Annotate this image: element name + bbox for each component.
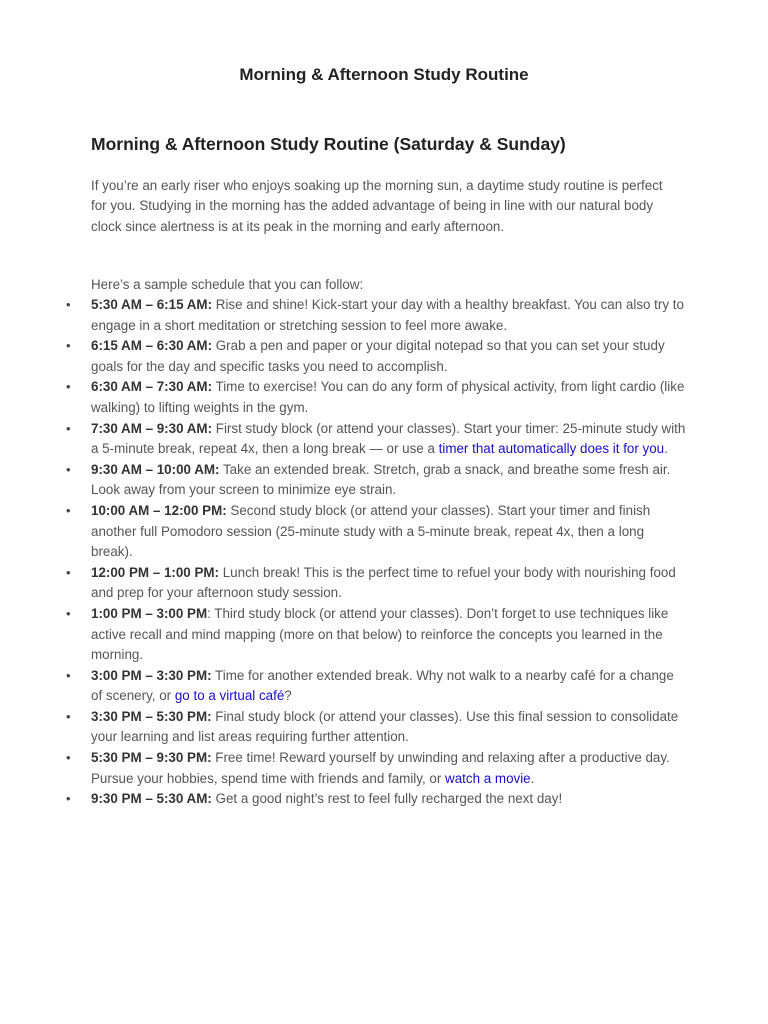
schedule-text: Time to exercise! You can do any form of physical activity, from light cardio (like walking) to lifting weights in the gym. xyxy=(91,379,685,415)
schedule-time: 10:00 AM – 12:00 PM: xyxy=(91,502,227,518)
schedule-text: Time for another extended break. Why not walk to a nearby café for a change of scenery, or xyxy=(91,667,674,704)
bullet-icon: • xyxy=(66,379,71,395)
schedule-item xyxy=(66,604,687,666)
schedule-item xyxy=(66,295,687,336)
schedule-text: Lunch break! This is the perfect time to refuel your body with nourishing food and prep for your afternoon study session. xyxy=(91,564,676,601)
section-heading: Morning & Afternoon Study Routine (Saturday & Sunday) xyxy=(91,134,566,154)
schedule-time: 3:00 PM – 3:30 PM: xyxy=(91,667,212,683)
schedule-time: 5:30 PM – 9:30 PM: xyxy=(91,750,212,766)
schedule-text-after: ? xyxy=(284,688,292,704)
schedule-lead: Here’s a sample schedule that you can follow: xyxy=(91,277,364,292)
intro-paragraph: If you’re an early riser who enjoys soaking up the morning sun, a daytime study routine is perfect for you. Studying in the morning has the added advantage of being in line with our natural body clock since alertness is at its peak in the morning and early afternoon. xyxy=(91,178,663,234)
schedule-text: : Third study block (or attend your classes). Don’t forget to use techniques like active recall and mind mapping (more on that below) to reinforce the concepts you learned in the morning. xyxy=(91,605,669,663)
schedule-list xyxy=(66,295,687,810)
schedule-text: Get a good night’s rest to feel fully recharged the next day! xyxy=(211,791,563,807)
schedule-time: 5:30 AM – 6:15 AM: xyxy=(91,297,213,312)
bullet-icon: • xyxy=(66,708,71,724)
bullet-icon: • xyxy=(66,564,71,580)
schedule-text: Grab a pen and paper or your digital notepad so that you can set your study goals for the day and specific tasks you need to accomplish. xyxy=(91,338,665,374)
schedule-item xyxy=(66,336,687,377)
bullet-icon: • xyxy=(66,791,71,807)
bullet-icon: • xyxy=(66,338,71,354)
schedule-time: 1:00 PM – 3:00 PM xyxy=(91,605,208,621)
schedule-text: Final study block (or attend your classes). Use this final session to consolidate your learning and list areas requiring further attention. xyxy=(91,708,679,745)
schedule-time: 3:30 PM – 5:30 PM: xyxy=(91,708,212,724)
schedule-item xyxy=(66,666,687,707)
bullet-icon: • xyxy=(66,420,71,436)
schedule-time: 12:00 PM – 1:00 PM: xyxy=(91,564,220,580)
schedule-text: Second study block (or attend your classes). Start your timer and finish another full Pomodoro session (25-minute study with a 5-minute break, repeat 4x, then a long break). xyxy=(91,502,651,560)
schedule-item xyxy=(66,707,687,748)
schedule-item xyxy=(66,748,687,789)
schedule-time: 7:30 AM – 9:30 AM: xyxy=(91,420,213,436)
schedule-text-after: . xyxy=(664,441,668,457)
bullet-icon: • xyxy=(66,297,71,312)
watch-movie-link[interactable]: watch a movie xyxy=(445,770,531,786)
document-title: Morning & Afternoon Study Routine xyxy=(239,65,529,84)
schedule-text: First study block (or attend your classes). Start your timer: 25-minute study with a 5-minute break, repeat 4x, then a long break — or use a xyxy=(91,420,686,457)
bullet-icon: • xyxy=(66,502,71,518)
schedule-text: Free time! Reward yourself by unwinding and relaxing after a productive day. Pursue your hobbies, spend time with friends and family, or xyxy=(91,750,670,786)
schedule-text: Rise and shine! Kick-start your day with a healthy breakfast. You can also try to engage in a short meditation or stretching session to feel more awake. xyxy=(91,297,684,333)
schedule-item xyxy=(66,419,687,460)
schedule-item xyxy=(66,563,687,604)
bullet-icon: • xyxy=(66,750,71,766)
schedule-text: Take an extended break. Stretch, grab a snack, and breathe some fresh air. Look away from your screen to minimize eye strain. xyxy=(91,461,671,498)
bullet-icon: • xyxy=(66,461,71,477)
schedule-item xyxy=(66,377,687,418)
schedule-time: 6:30 AM – 7:30 AM: xyxy=(91,379,213,395)
schedule-item xyxy=(66,789,687,810)
schedule-time: 6:15 AM – 6:30 AM: xyxy=(91,338,213,354)
schedule-text-after: . xyxy=(530,770,535,786)
schedule-item xyxy=(66,501,687,563)
timer-link[interactable]: timer that automatically does it for you xyxy=(438,441,665,457)
virtual-cafe-link[interactable]: go to a virtual café xyxy=(174,688,285,704)
schedule-time: 9:30 PM – 5:30 AM: xyxy=(91,791,212,807)
bullet-icon: • xyxy=(66,667,71,683)
schedule-item xyxy=(66,460,687,501)
bullet-icon: • xyxy=(66,605,71,621)
schedule-time: 9:30 AM – 10:00 AM: xyxy=(91,461,220,477)
